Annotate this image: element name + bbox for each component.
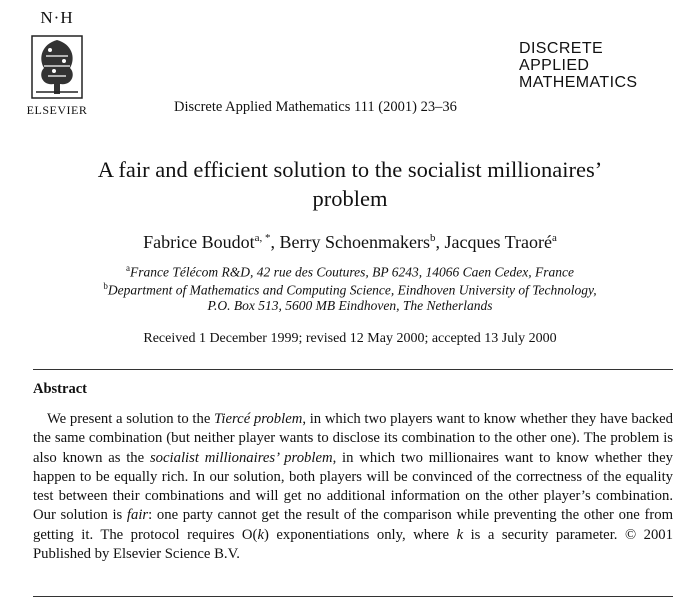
received-dates: Received 1 December 1999; revised 12 May 2000; accepted 13 July 2000: [143, 331, 557, 346]
paper-title: [0, 155, 700, 213]
abstract-text: , in which two players want to know whether they have backed the same combination (but neither player wants to disclose its combination to the other one). The problem is also known as the: [33, 411, 673, 466]
author-list: Fabrice Boudot$^{a, *}$, Berry Schoenmakers$^b$, Jacques Traoré$^a$: [143, 232, 557, 252]
abstract-text: is a security parameter. © 2001 Published by Elsevier Science B.V.: [33, 526, 673, 563]
affiliation-a: [0, 263, 700, 281]
author-marks: a: [551, 232, 557, 244]
abstract-emphasis: k: [456, 526, 464, 543]
affiliation-text: France Télécom R&D, 42 rue des Coutures, BP 6243, 14066 Caen Cedex, France: [130, 264, 574, 280]
author-name: Berry Schoenmakers: [279, 232, 430, 252]
affiliation-b: [0, 281, 700, 299]
affiliation-mark: b: [103, 281, 108, 291]
author-name: Jacques Traoré: [444, 232, 552, 252]
abstract-text: We present a solution to the: [47, 411, 215, 427]
title-line-2: problem: [312, 186, 388, 211]
publisher-logo: [20, 8, 94, 120]
bottom-divider: [33, 596, 673, 597]
affiliation-mark: a: [126, 263, 131, 273]
abstract-emphasis: socialist millionaires’ problem: [149, 449, 333, 466]
abstract-heading: Abstract: [33, 381, 87, 397]
top-divider: [33, 369, 673, 370]
abstract-emphasis: fair: [126, 507, 149, 524]
abstract-text: : one party cannot get the result of the comparison while preventing the other one from getting it. The protocol requires O(: [33, 507, 673, 543]
title-line-1: A fair and efficient solution to the socialist millionaires’: [97, 157, 603, 182]
abstract-body: [33, 410, 673, 564]
affiliation-text: Department of Mathematics and Computing Science, Eindhoven University of Technology,: [107, 282, 597, 298]
abstract-emphasis: k: [257, 526, 264, 543]
abstract-text: ) exponentiations only, where: [263, 526, 457, 543]
journal-citation: Discrete Applied Mathematics 111 (2001) 23–36: [174, 99, 457, 115]
author-name: Fabrice Boudot: [143, 232, 255, 252]
author-marks: b: [429, 232, 436, 244]
tree-emblem-icon: [30, 34, 84, 100]
journal-name: DISCRETE APPLIED MATHEMATICS: [519, 40, 638, 91]
abstract-emphasis: Tiercé problem: [214, 411, 303, 427]
publisher-name: ELSEVIER: [26, 103, 88, 117]
author-marks: a, *: [254, 232, 271, 244]
publisher-mark: N·H: [40, 8, 74, 27]
abstract-text: , in which two millionaires want to know whether they happen to be equally rich. In our solution, both players will be convinced of the correctness of the equality test between their combinations and will get no additional information on the other player’s combination. Our solution is: [33, 449, 674, 524]
affiliation-b-line-2: P.O. Box 513, 5600 MB Eindhoven, The Netherlands: [207, 298, 493, 313]
